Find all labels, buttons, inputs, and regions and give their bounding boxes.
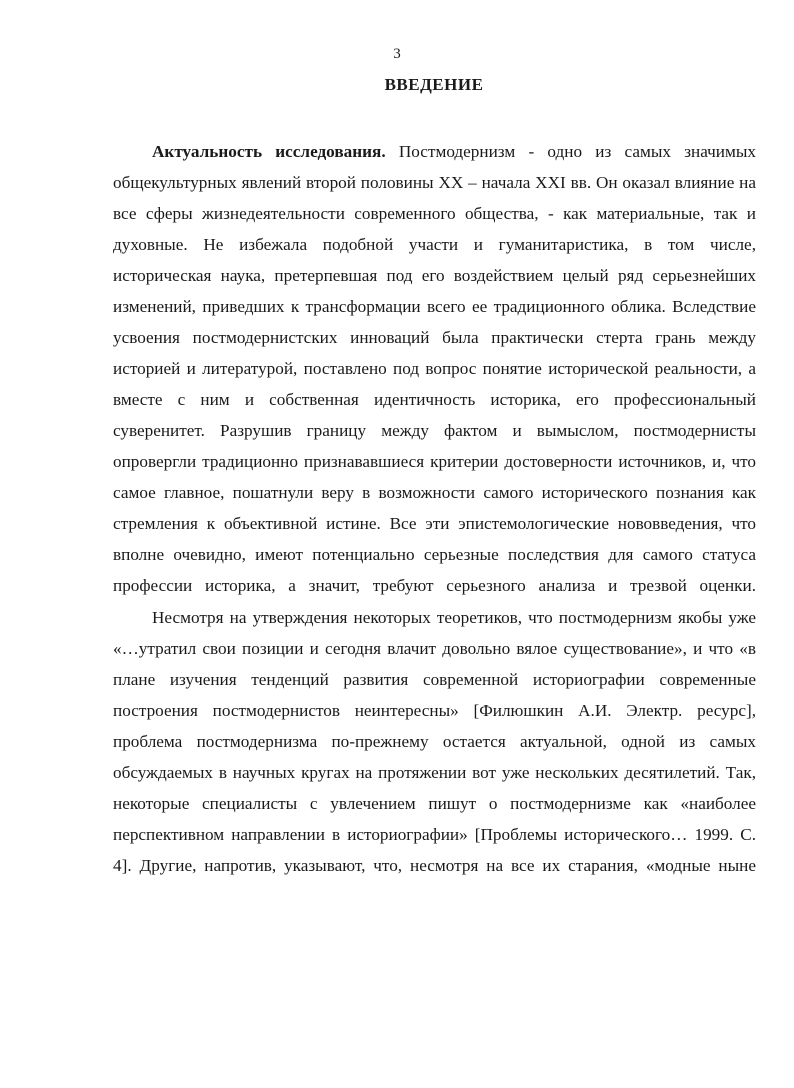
- page-title: ВВЕДЕНИЕ: [384, 75, 484, 94]
- body-text: [113, 136, 756, 881]
- paragraph-postmodernism: [113, 602, 756, 881]
- paragraph-text: Постмодернизм - одно из самых значимых общекультурных явлений второй половины XX – начала XXI вв. Он оказал влияние на все сферы жизнедеятельности современного общества, - как материальные, так и духовные. Не избежала подобной участи и гуманитаристика, в том числе, историческая наука, претерпевшая под его воздействием целый ряд серьезнейших изменений, приведших к трансформации всего ее традиционного облика. Вследствие усвоения постмодернистских инноваций была практически стерта грань между историей и литературой, поставлено под вопрос понятие исторической реальности, а вместе с ним и собственная идентичность историка, его профессиональный суверенитет. Разрушив границу между фактом и вымыслом, постмодернисты опровергли традиционно признававшиеся критерии достоверности источников, и, что самое главное, пошатнули веру в возможности самого исторического познания как стремления к объективной истине. Все эти эпистемологические нововведения, что вполне очевидно, имеют потенциально серьезные последствия для самого статуса профессии историка, а значит, требуют серьезного анализа и трезвой оценки.: [113, 142, 757, 595]
- paragraph-text: Несмотря на утверждения некоторых теоретиков, что постмодернизм якобы уже «…утратил свои позиции и сегодня влачит довольно вялое существование», и что «в плане изучения тенденций развития современной историографии современные построения постмодернистов неинтересны» [Филюшкин А.И. Электр. ресурс], проблема постмодернизма по-прежнему остается актуальной, одной из самых обсуждаемых в научных кругах на протяжении вот уже нескольких десятилетий. Так, некоторые специалисты с увлечением пишут о постмодернизме как «наиболее перспективном направлении в историографии» [Проблемы исторического… 1999. С. 4]. Другие, напротив, указывают, что, несмотря на все их старания, «модные ныне: [113, 608, 756, 875]
- page-number: 3: [393, 46, 401, 62]
- paragraph-relevance: [113, 136, 756, 601]
- paragraph-lead: Актуальность исследования.: [152, 142, 386, 161]
